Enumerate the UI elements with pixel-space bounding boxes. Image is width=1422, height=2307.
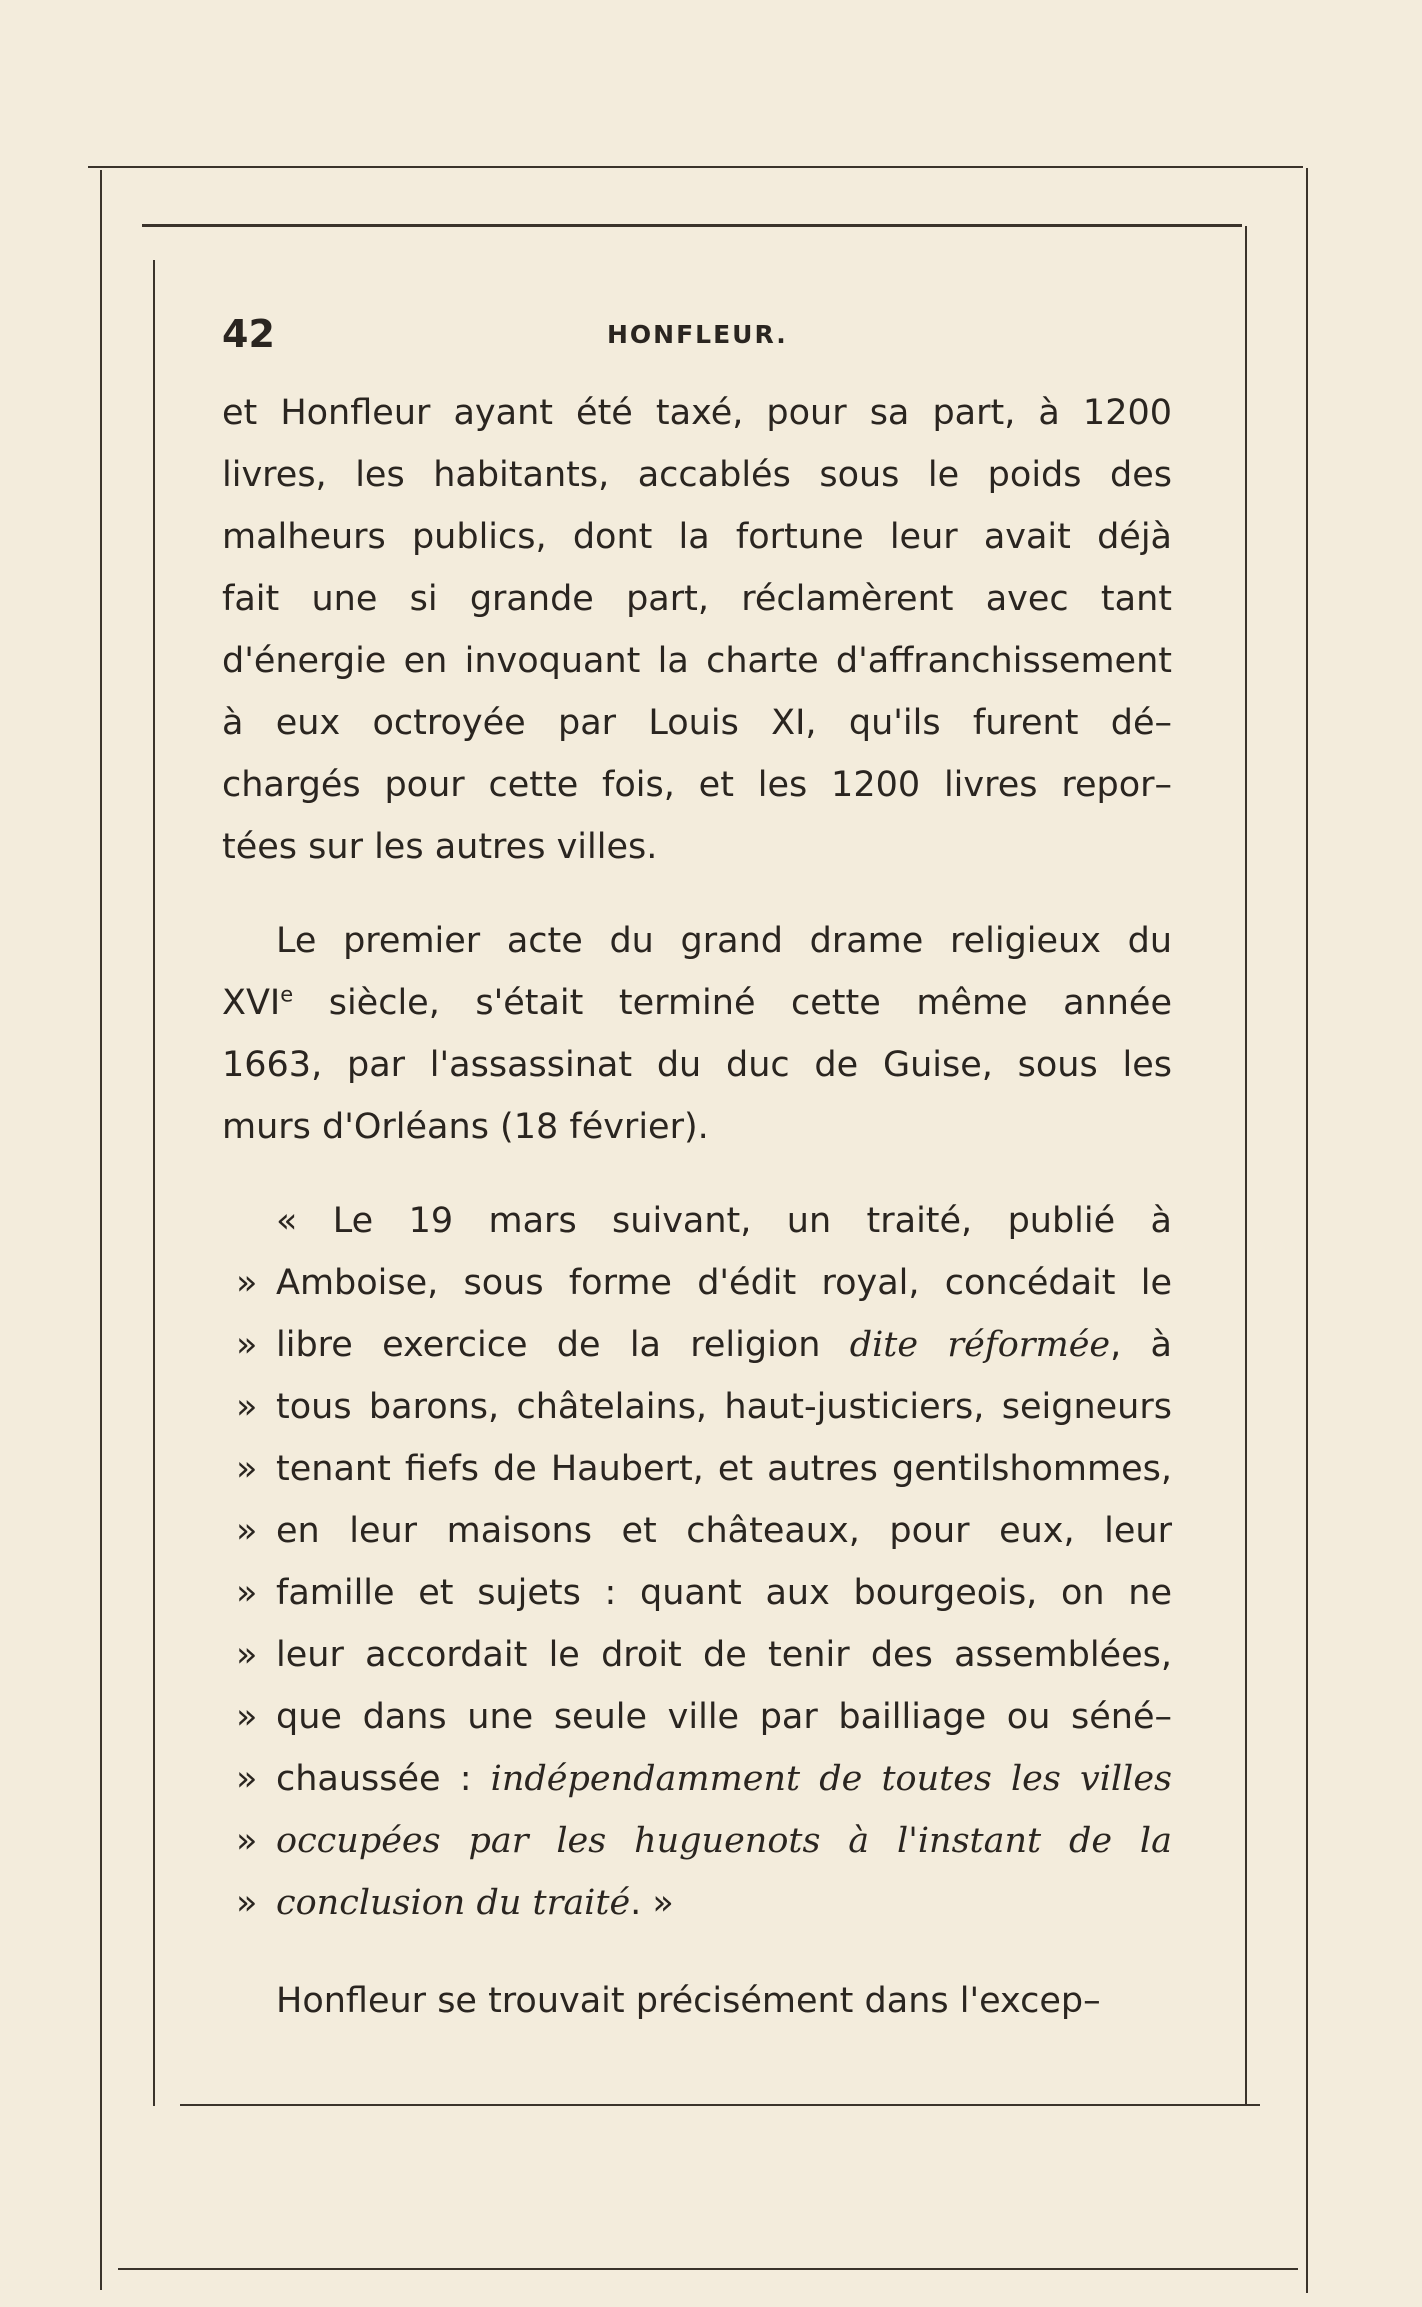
- quote-mark: »: [236, 1325, 258, 1365]
- quote-line: [222, 1314, 1172, 1376]
- quote-mark: »: [236, 1759, 258, 1799]
- text-segment: tous barons, châtelains, haut-justiciers, seigneurs: [276, 1387, 1172, 1427]
- text-line: Le premier acte du grand drame religieux du: [276, 921, 1172, 961]
- quote-line: [222, 1190, 1172, 1252]
- quote-line: [222, 1624, 1172, 1686]
- text-segment: tenant fiefs de Haubert, et autres gentilshommes,: [276, 1449, 1172, 1489]
- text-line: fait une si grande part, réclamèrent avec tant: [222, 579, 1172, 619]
- quote-mark: »: [236, 1697, 258, 1737]
- quote-mark: »: [236, 1449, 258, 1489]
- quote-line: [222, 1500, 1172, 1562]
- text-segment: famille et sujets : quant aux bourgeois, on ne: [276, 1573, 1172, 1613]
- paragraph-4: [222, 1970, 1172, 2032]
- quote-line: [222, 1810, 1172, 1872]
- italic-text: occupées par les huguenots à l'instant de la: [276, 1821, 1172, 1861]
- text-line: chargés pour cette fois, et les 1200 livres repor–: [222, 765, 1172, 805]
- paragraph-2: [222, 910, 1172, 1158]
- quote-line: [222, 1748, 1172, 1810]
- text-line: à eux octroyée par Louis XI, qu'ils furent dé–: [222, 703, 1172, 743]
- text-line: d'énergie en invoquant la charte d'affranchissement: [222, 641, 1172, 681]
- page-header: [222, 312, 1172, 356]
- text-segment: siècle, s'était terminé cette même année: [293, 983, 1172, 1023]
- running-title: HONFLEUR.: [607, 320, 788, 349]
- quote-mark: »: [236, 1573, 258, 1613]
- quote-line: [222, 1376, 1172, 1438]
- quote-line: [222, 1438, 1172, 1500]
- quote-line: [222, 1562, 1172, 1624]
- quote-mark: »: [236, 1511, 258, 1551]
- italic-text: indépendamment de toutes les villes: [490, 1759, 1172, 1799]
- outer-right-rule: [1306, 168, 1308, 2293]
- inner-right-rule: [1245, 226, 1247, 2106]
- text-segment: . »: [630, 1883, 674, 1923]
- quote-mark: »: [236, 1263, 258, 1303]
- text-segment: en leur maisons et châteaux, pour eux, leur: [276, 1511, 1172, 1551]
- quote-line: [222, 1686, 1172, 1748]
- text-line: Honfleur se trouvait précisément dans l'excep–: [276, 1981, 1101, 2021]
- quote-mark: »: [236, 1883, 258, 1923]
- quotation-block: [222, 1190, 1172, 1934]
- quote-mark: »: [236, 1635, 258, 1675]
- italic-text: dite réformée: [849, 1325, 1111, 1365]
- text-line: [222, 972, 1172, 1034]
- text-line: murs d'Orléans (18 février).: [222, 1107, 709, 1147]
- superscript: e: [280, 982, 294, 1007]
- text-segment: libre exercice de la religion: [276, 1325, 850, 1365]
- quote-mark: »: [236, 1387, 258, 1427]
- quote-mark: »: [236, 1821, 258, 1861]
- text-segment: que dans une seule ville par bailliage ou séné–: [276, 1697, 1172, 1737]
- text-segment: leur accordait le droit de tenir des assemblées,: [276, 1635, 1172, 1675]
- outer-top-rule: [88, 166, 1303, 168]
- text-segment: , à: [1110, 1325, 1172, 1365]
- inner-top-rule: [142, 224, 1242, 227]
- quote-line: [222, 1872, 1172, 1934]
- text-segment: Amboise, sous forme d'édit royal, concédait le: [276, 1263, 1172, 1303]
- century-numeral: XVI: [222, 983, 281, 1023]
- outer-left-rule: [100, 170, 102, 2290]
- text-line: livres, les habitants, accablés sous le poids des: [222, 455, 1172, 495]
- outer-bottom-rule: [118, 2268, 1298, 2270]
- italic-text: conclusion du traité: [276, 1883, 631, 1923]
- text-line: malheurs publics, dont la fortune leur avait déjà: [222, 517, 1172, 557]
- text-segment: chaussée :: [276, 1759, 491, 1799]
- text-line: tées sur les autres villes.: [222, 827, 658, 867]
- page-number: 42: [222, 312, 275, 356]
- text-segment: « Le 19 mars suivant, un traité, publié à: [276, 1201, 1172, 1241]
- text-line: 1663, par l'assassinat du duc de Guise, sous les: [222, 1045, 1172, 1085]
- quote-line: [222, 1252, 1172, 1314]
- inner-bottom-rule: [180, 2104, 1260, 2106]
- inner-left-rule: [153, 260, 155, 2106]
- paragraph-1: [222, 382, 1172, 878]
- text-line: et Honfleur ayant été taxé, pour sa part, à 1200: [222, 393, 1172, 433]
